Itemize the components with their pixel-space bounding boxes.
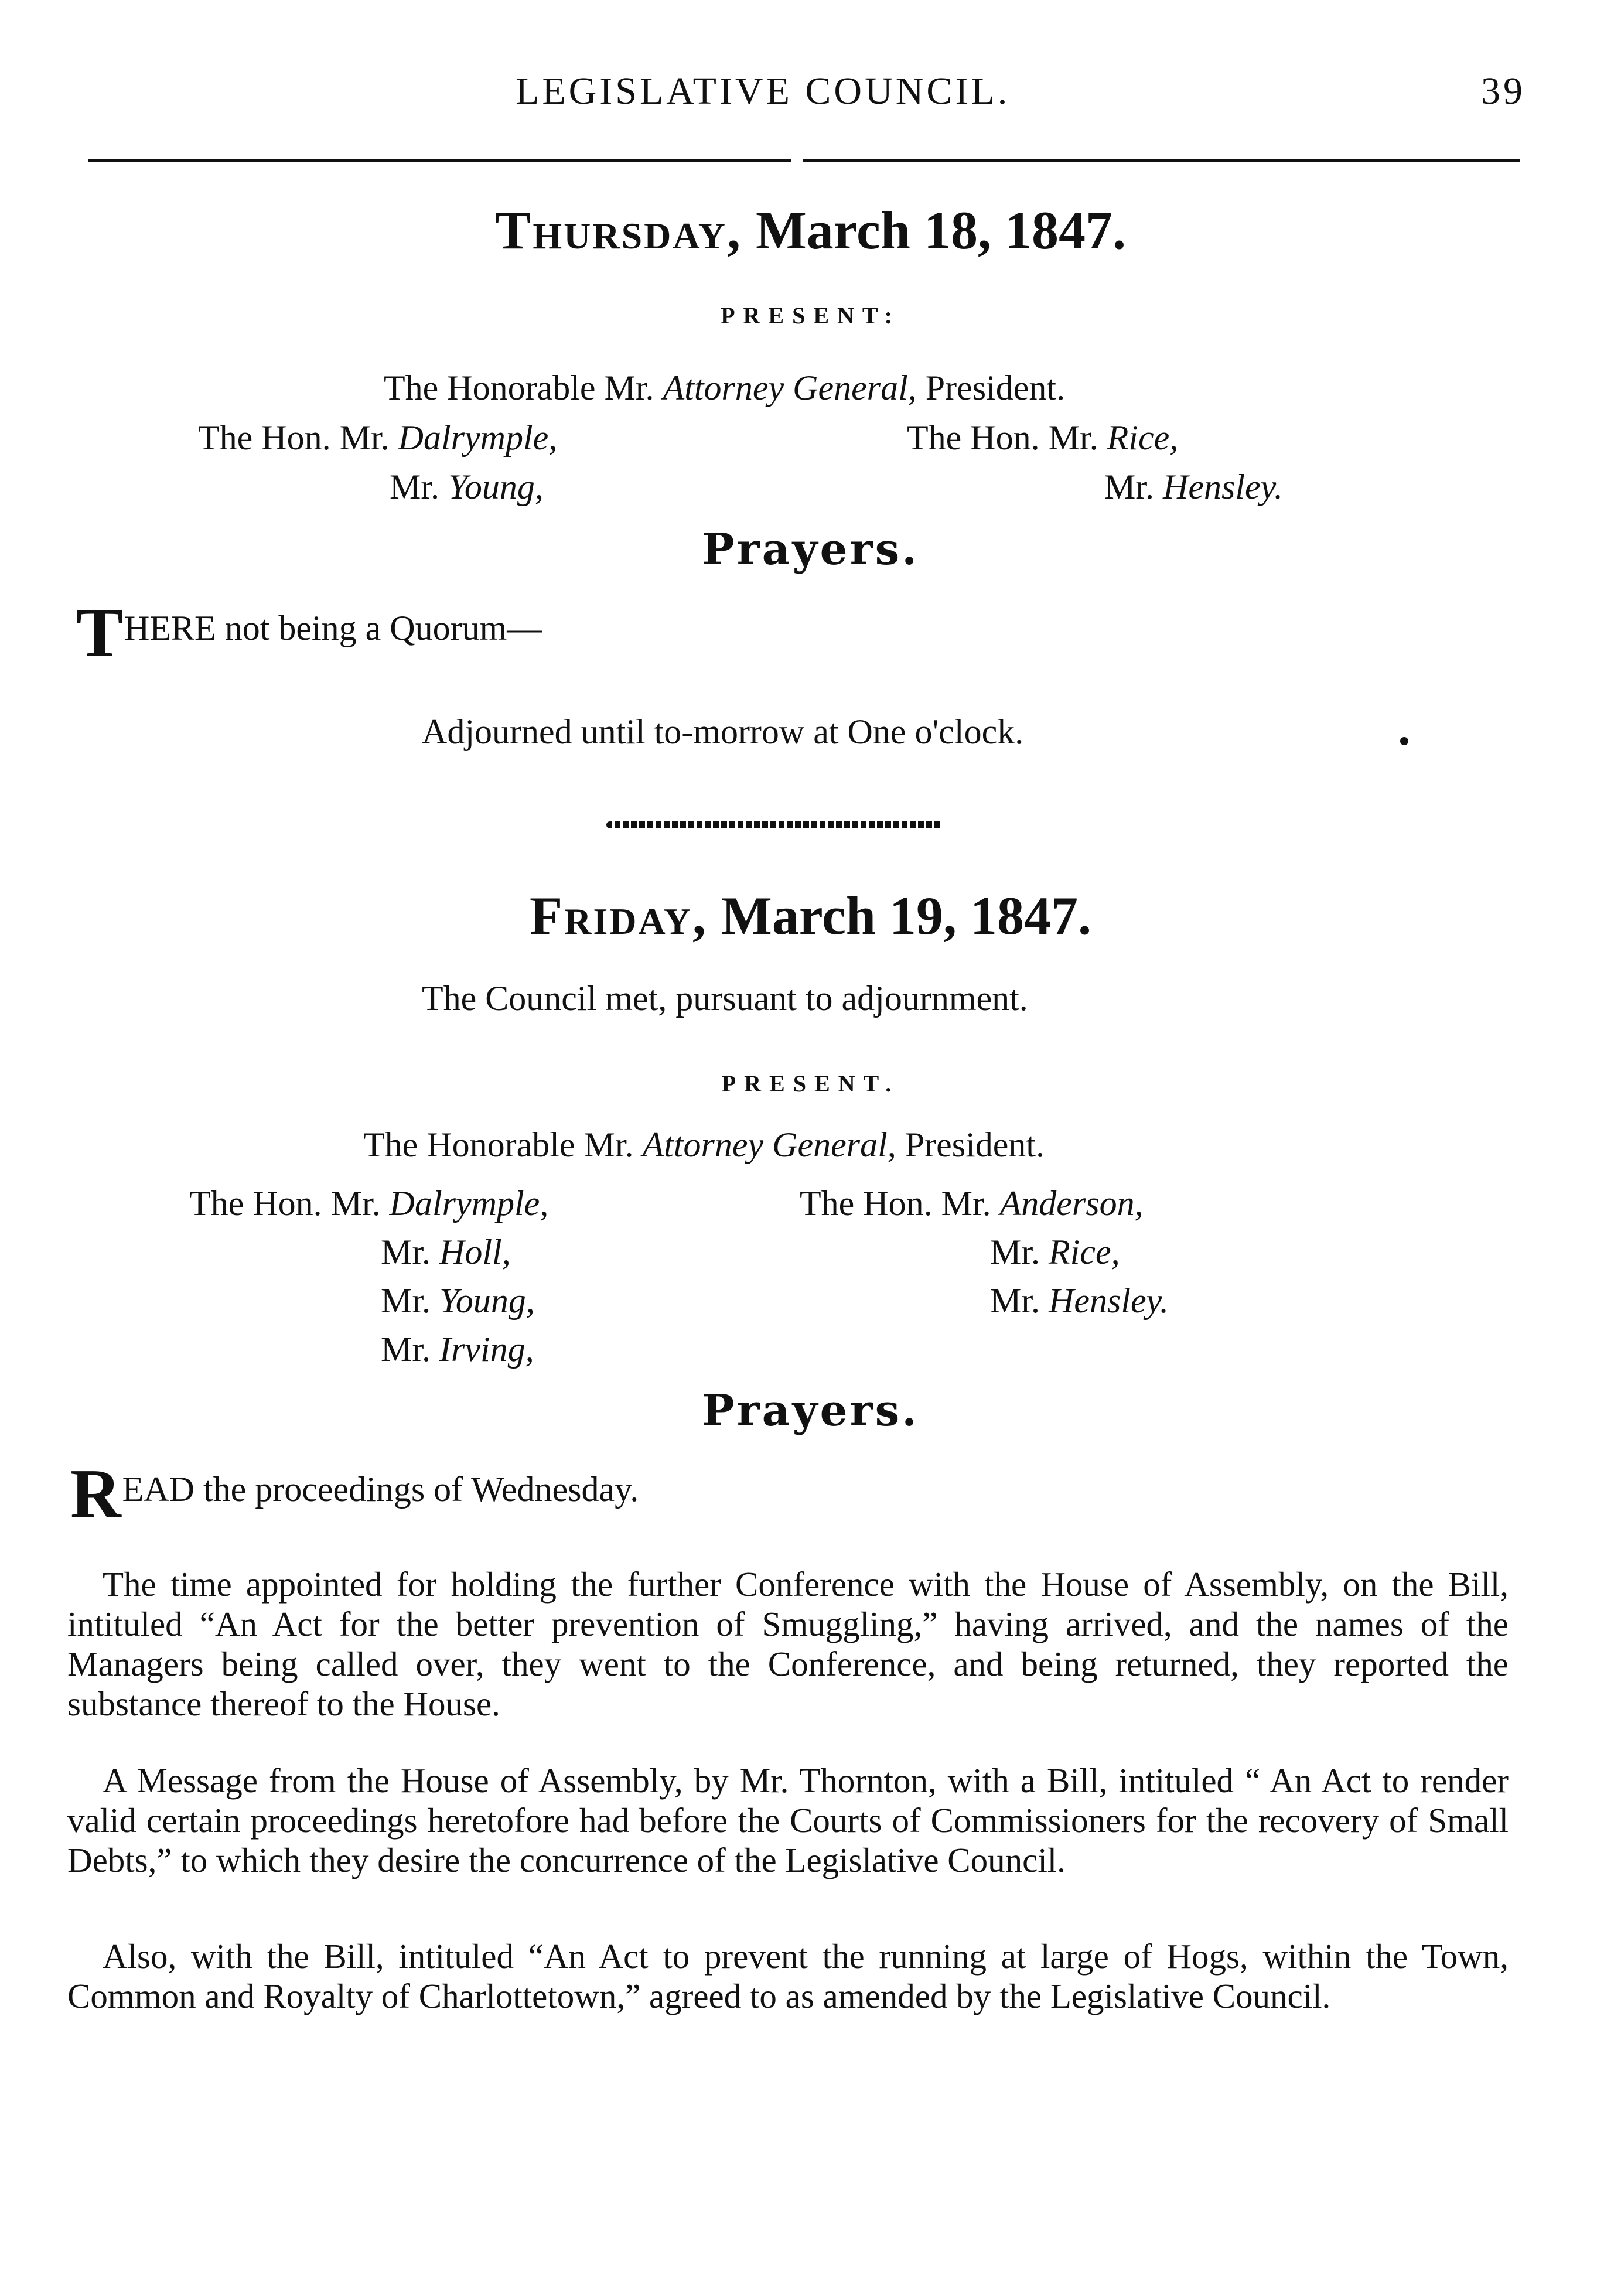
member-line: Mr. Rice, xyxy=(990,1233,1120,1271)
section-divider xyxy=(606,821,943,828)
present-label: PRESENT. xyxy=(721,1070,900,1097)
paragraph: Also, with the Bill, intituled “An Act to prevent the running at large of Hogs, within the Town, Common and Royalty of Charlottetown,” agreed to as amended by the Legislative Council. xyxy=(67,1937,1509,2015)
opening-line: READ the proceedings of Wednesday. xyxy=(70,1455,639,1533)
member-line: Mr. Hensley. xyxy=(1104,468,1283,506)
member-line: The Hon. Mr. Dalrymple, xyxy=(198,418,558,457)
header-rule xyxy=(88,159,791,162)
member-line: The Hon. Mr. Dalrymple, xyxy=(189,1184,549,1223)
section-date: Friday, March 19, 1847. xyxy=(529,886,1092,946)
council-met-line: The Council met, pursuant to adjournment. xyxy=(422,979,1028,1018)
member-line: Mr. Hensley. xyxy=(990,1281,1169,1320)
section-date: Thursday, March 18, 1847. xyxy=(495,200,1126,260)
member-line: Mr. Young, xyxy=(390,468,544,506)
member-line: Mr. Young, xyxy=(381,1281,535,1320)
president-line: The Honorable Mr. Attorney General, President. xyxy=(363,1125,1045,1164)
drop-cap: R xyxy=(70,1455,121,1533)
page-number: 39 xyxy=(1481,70,1526,112)
present-label: PRESENT: xyxy=(721,302,900,329)
drop-cap: T xyxy=(76,593,124,671)
member-line: Mr. Holl, xyxy=(381,1233,511,1271)
stray-dot xyxy=(1400,737,1408,745)
prayers-heading: Prayers. xyxy=(701,1386,920,1436)
paragraph: A Message from the House of Assembly, by Mr. Thornton, with a Bill, intituled “ An Act to render valid certain proceedings heretofore had before the Courts of Commissioners for the recovery of Small Debts,” to which they desire the concurrence of the Legislative Council. xyxy=(67,1761,1509,1879)
header-rule xyxy=(803,159,1520,162)
adjourned-line: Adjourned until to-morrow at One o'clock. xyxy=(422,712,1024,751)
member-line: The Hon. Mr. Rice, xyxy=(907,418,1179,457)
member-line: The Hon. Mr. Anderson, xyxy=(800,1184,1144,1223)
opening-line: THERE not being a Quorum— xyxy=(76,593,542,671)
prayers-heading: Prayers. xyxy=(701,524,920,575)
running-title: LEGISLATIVE COUNCIL. xyxy=(516,70,1011,112)
president-line: The Honorable Mr. Attorney General, President. xyxy=(384,369,1066,407)
member-line: Mr. Irving, xyxy=(381,1330,534,1369)
paragraph: The time appointed for holding the further Conference with the House of Assembly, on the Bill, intituled “An Act for the better prevention of Smuggling,” having arrived, and the names of the Managers being called over, they went to the Conference, and being returned, they reported the substance thereof to the House. xyxy=(67,1565,1509,1723)
